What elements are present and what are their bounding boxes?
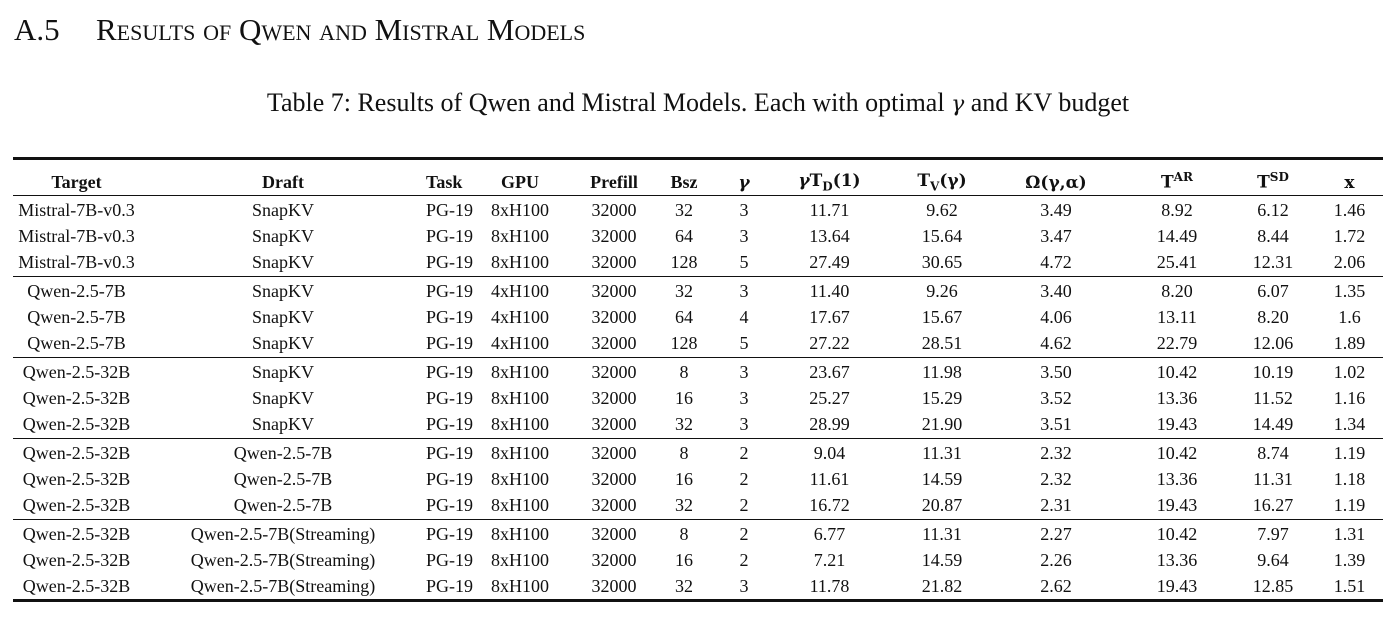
cell-target: Qwen-2.5-32B <box>22 361 131 382</box>
cell-gpu: 8xH100 <box>491 387 549 408</box>
cell-draft: SnapKV <box>252 252 314 273</box>
cell-target: Qwen-2.5-7B <box>27 333 126 354</box>
col-gamma: γ <box>725 159 763 196</box>
cell-bsz: 8 <box>679 523 689 544</box>
cell-prefill: 32000 <box>591 280 637 301</box>
cell-bsz: 128 <box>670 333 698 354</box>
cell-draft: Qwen-2.5-7B <box>233 495 333 516</box>
cell-prefill: 32000 <box>591 306 637 327</box>
cell-omega: 4.62 <box>1040 333 1072 354</box>
cell-omega: 3.49 <box>1040 199 1072 220</box>
cell-tv: 9.62 <box>926 199 958 220</box>
row-group <box>13 520 1383 601</box>
cell-draft: SnapKV <box>252 361 314 382</box>
col-tar: $T^{AR}$ <box>1124 159 1230 196</box>
cell-gamma: 2 <box>739 523 749 544</box>
cell-gamma-td: 17.67 <box>809 306 850 327</box>
cell-target: Qwen-2.5-32B <box>22 549 131 570</box>
cell-tsd: 7.97 <box>1257 523 1289 544</box>
cell-tar: 10.42 <box>1156 523 1198 544</box>
cell-tsd: 11.31 <box>1253 468 1293 489</box>
cell-draft: Qwen-2.5-7B <box>233 442 333 463</box>
cell-gpu: 8xH100 <box>491 495 549 516</box>
cell-gpu: 8xH100 <box>491 468 549 489</box>
cell-gamma-td: 7.21 <box>813 549 846 570</box>
cell-tsd: 10.19 <box>1252 361 1294 382</box>
cell-tar: 19.43 <box>1156 495 1198 516</box>
cell-draft: SnapKV <box>252 306 314 327</box>
cell-tsd: 6.07 <box>1257 280 1289 301</box>
cell-gamma: 2 <box>739 442 749 463</box>
table-row <box>13 466 1383 493</box>
cell-task: PG-19 <box>426 333 474 354</box>
section-title: Results of Qwen and Mistral Models <box>96 12 586 47</box>
cell-x: 1.35 <box>1333 280 1366 301</box>
section-heading <box>14 12 585 48</box>
cell-prefill: 32000 <box>591 575 637 596</box>
cell-task: PG-19 <box>426 495 474 516</box>
cell-gamma: 3 <box>739 225 749 246</box>
cell-tar: 19.43 <box>1156 575 1198 596</box>
cell-tv: 14.59 <box>921 549 963 570</box>
cell-task: PG-19 <box>426 414 474 435</box>
cell-bsz: 8 <box>679 442 689 463</box>
cell-tv: 28.51 <box>921 333 963 354</box>
cell-gamma: 3 <box>739 414 749 435</box>
cell-task: PG-19 <box>426 306 474 327</box>
cell-tsd: 14.49 <box>1252 414 1294 435</box>
cell-gpu: 4xH100 <box>491 333 549 354</box>
row-group <box>13 358 1383 439</box>
cell-target: Qwen-2.5-32B <box>22 414 131 435</box>
cell-tsd: 9.64 <box>1257 549 1289 570</box>
table-row <box>13 196 1383 223</box>
cell-target: Mistral-7B-v0.3 <box>18 199 135 220</box>
cell-target: Qwen-2.5-32B <box>22 468 131 489</box>
table-row <box>13 223 1383 250</box>
caption-gamma: γ <box>951 92 965 117</box>
cell-x: 1.18 <box>1333 468 1366 489</box>
results-table <box>13 157 1383 602</box>
cell-target: Qwen-2.5-32B <box>22 495 131 516</box>
cell-gpu: 8xH100 <box>491 549 549 570</box>
cell-tv: 14.59 <box>921 468 963 489</box>
cell-gamma-td: 16.72 <box>809 495 850 516</box>
cell-task: PG-19 <box>426 199 474 220</box>
cell-target: Qwen-2.5-32B <box>22 575 131 596</box>
cell-gamma: 2 <box>739 468 749 489</box>
cell-x: 1.89 <box>1333 333 1366 354</box>
cell-target: Mistral-7B-v0.3 <box>18 225 135 246</box>
cell-prefill: 32000 <box>591 468 637 489</box>
cell-tsd: 12.06 <box>1252 333 1294 354</box>
col-gamma-td: $\gamma T_D(1)$ <box>763 159 896 196</box>
cell-tar: 10.42 <box>1156 361 1198 382</box>
cell-bsz: 32 <box>675 414 693 435</box>
table-row <box>13 385 1383 412</box>
cell-omega: 3.50 <box>1040 361 1072 382</box>
cell-draft: Qwen-2.5-7B(Streaming) <box>190 549 376 570</box>
cell-bsz: 16 <box>675 468 693 489</box>
cell-bsz: 32 <box>675 495 693 516</box>
table-row <box>13 358 1383 385</box>
section-number: A.5 <box>14 12 60 47</box>
cell-tv: 11.31 <box>922 523 962 544</box>
cell-tar: 13.11 <box>1157 306 1197 327</box>
cell-gpu: 8xH100 <box>491 199 549 220</box>
cell-tsd: 8.44 <box>1257 225 1289 246</box>
cell-bsz: 32 <box>675 575 693 596</box>
cell-gamma: 3 <box>739 199 749 220</box>
cell-gamma-td: 6.77 <box>813 523 846 544</box>
cell-tsd: 12.31 <box>1252 252 1294 273</box>
cell-task: PG-19 <box>426 468 474 489</box>
cell-tsd: 8.74 <box>1257 442 1289 463</box>
cell-x: 1.19 <box>1333 442 1366 463</box>
cell-task: PG-19 <box>426 361 474 382</box>
cell-tv: 11.31 <box>922 442 962 463</box>
cell-draft: SnapKV <box>252 199 314 220</box>
cell-gamma-td: 28.99 <box>809 414 850 435</box>
cell-omega: 3.51 <box>1040 414 1072 435</box>
cell-omega: 2.26 <box>1040 549 1072 570</box>
cell-tv: 11.98 <box>922 361 962 382</box>
cell-draft: SnapKV <box>252 414 314 435</box>
cell-gpu: 8xH100 <box>491 361 549 382</box>
cell-gpu: 8xH100 <box>491 252 549 273</box>
cell-draft: Qwen-2.5-7B(Streaming) <box>190 523 376 544</box>
cell-task: PG-19 <box>426 442 474 463</box>
cell-draft: SnapKV <box>252 280 314 301</box>
cell-task: PG-19 <box>426 523 474 544</box>
cell-x: 2.06 <box>1333 252 1366 273</box>
cell-draft: SnapKV <box>252 387 314 408</box>
cell-gamma: 3 <box>739 575 749 596</box>
cell-prefill: 32000 <box>591 495 637 516</box>
table-row <box>13 331 1383 358</box>
col-tv: $T_V(\gamma)$ <box>896 159 988 196</box>
caption-suffix: and KV budget <box>964 88 1130 117</box>
cell-gpu: 4xH100 <box>491 306 549 327</box>
cell-target: Qwen-2.5-32B <box>22 442 131 463</box>
cell-gamma-td: 13.64 <box>809 225 850 246</box>
cell-task: PG-19 <box>426 575 474 596</box>
row-group <box>13 439 1383 520</box>
cell-gamma-td: 11.61 <box>809 468 850 489</box>
cell-omega: 4.72 <box>1040 252 1072 273</box>
cell-bsz: 32 <box>675 199 693 220</box>
cell-task: PG-19 <box>426 225 474 246</box>
table-row <box>13 412 1383 439</box>
cell-target: Qwen-2.5-32B <box>22 523 131 544</box>
cell-omega: 3.52 <box>1040 387 1072 408</box>
cell-gamma: 3 <box>739 387 749 408</box>
header-row <box>13 159 1383 196</box>
cell-gamma-td: 11.40 <box>809 280 850 301</box>
cell-task: PG-19 <box>426 280 474 301</box>
cell-gpu: 8xH100 <box>491 442 549 463</box>
col-tsd: $T^{SD}$ <box>1230 159 1316 196</box>
cell-draft: Qwen-2.5-7B(Streaming) <box>190 575 376 596</box>
col-task: Task <box>426 159 455 196</box>
cell-omega: 2.27 <box>1040 523 1072 544</box>
cell-bsz: 8 <box>679 361 689 382</box>
cell-tv: 9.26 <box>926 280 958 301</box>
cell-gamma-td: 27.22 <box>809 333 850 354</box>
col-gpu: GPU <box>455 159 585 196</box>
cell-tsd: 12.85 <box>1252 575 1294 596</box>
cell-tar: 13.36 <box>1156 468 1198 489</box>
cell-target: Mistral-7B-v0.3 <box>18 252 135 273</box>
table-row <box>13 277 1383 304</box>
row-group <box>13 277 1383 358</box>
cell-target: Qwen-2.5-32B <box>22 387 131 408</box>
cell-omega: 2.32 <box>1040 468 1072 489</box>
cell-tsd: 8.20 <box>1257 306 1289 327</box>
cell-tar: 8.92 <box>1161 199 1193 220</box>
cell-prefill: 32000 <box>591 414 637 435</box>
cell-bsz: 16 <box>675 549 693 570</box>
cell-bsz: 64 <box>675 306 693 327</box>
table-row <box>13 547 1383 574</box>
cell-gpu: 8xH100 <box>491 523 549 544</box>
cell-gamma: 3 <box>739 361 749 382</box>
cell-tar: 13.36 <box>1156 549 1198 570</box>
cell-task: PG-19 <box>426 549 474 570</box>
cell-gamma: 5 <box>739 252 749 273</box>
cell-tsd: 16.27 <box>1252 495 1294 516</box>
cell-prefill: 32000 <box>591 523 637 544</box>
col-x: x <box>1316 159 1383 196</box>
cell-x: 1.16 <box>1333 387 1366 408</box>
cell-prefill: 32000 <box>591 252 637 273</box>
cell-gamma-td: 25.27 <box>809 387 850 408</box>
cell-x: 1.19 <box>1333 495 1366 516</box>
table-row <box>13 574 1383 601</box>
cell-target: Qwen-2.5-7B <box>27 280 126 301</box>
cell-x: 1.6 <box>1338 306 1361 327</box>
cell-gpu: 8xH100 <box>491 414 549 435</box>
cell-gpu: 8xH100 <box>491 575 549 596</box>
table-row <box>13 520 1383 547</box>
cell-tar: 14.49 <box>1156 225 1198 246</box>
cell-tar: 8.20 <box>1161 280 1193 301</box>
cell-omega: 2.32 <box>1040 442 1072 463</box>
cell-omega: 3.40 <box>1040 280 1072 301</box>
cell-omega: 4.06 <box>1040 306 1072 327</box>
cell-tar: 25.41 <box>1156 252 1198 273</box>
cell-gamma: 2 <box>739 495 749 516</box>
col-prefill: Prefill <box>585 159 643 196</box>
table-row <box>13 304 1383 331</box>
cell-tv: 20.87 <box>921 495 963 516</box>
cell-draft: Qwen-2.5-7B <box>233 468 333 489</box>
cell-target: Qwen-2.5-7B <box>27 306 126 327</box>
cell-x: 1.51 <box>1333 575 1366 596</box>
cell-prefill: 32000 <box>591 199 637 220</box>
cell-x: 1.31 <box>1333 523 1366 544</box>
cell-tv: 15.29 <box>921 387 963 408</box>
cell-omega: 3.47 <box>1040 225 1072 246</box>
cell-task: PG-19 <box>426 387 474 408</box>
cell-task: PG-19 <box>426 252 474 273</box>
cell-tv: 21.82 <box>921 575 963 596</box>
cell-omega: 2.62 <box>1040 575 1072 596</box>
cell-prefill: 32000 <box>591 361 637 382</box>
cell-bsz: 32 <box>675 280 693 301</box>
cell-tv: 21.90 <box>921 414 963 435</box>
cell-tv: 30.65 <box>921 252 963 273</box>
cell-gamma: 3 <box>739 280 749 301</box>
cell-prefill: 32000 <box>591 387 637 408</box>
table-row <box>13 439 1383 466</box>
cell-omega: 2.31 <box>1040 495 1072 516</box>
cell-x: 1.02 <box>1333 361 1366 382</box>
cell-gamma-td: 23.67 <box>809 361 850 382</box>
cell-tsd: 6.12 <box>1257 199 1289 220</box>
cell-gamma-td: 27.49 <box>809 252 850 273</box>
cell-tar: 19.43 <box>1156 414 1198 435</box>
cell-gpu: 8xH100 <box>491 225 549 246</box>
cell-tar: 22.79 <box>1156 333 1198 354</box>
cell-gamma: 4 <box>739 306 749 327</box>
cell-gamma-td: 11.78 <box>809 575 850 596</box>
cell-tsd: 11.52 <box>1253 387 1293 408</box>
cell-gamma: 2 <box>739 549 749 570</box>
cell-bsz: 16 <box>675 387 693 408</box>
cell-draft: SnapKV <box>252 225 314 246</box>
cell-tar: 13.36 <box>1156 387 1198 408</box>
cell-bsz: 128 <box>670 252 698 273</box>
cell-gamma-td: 11.71 <box>809 199 850 220</box>
table-row <box>13 250 1383 277</box>
table-row <box>13 493 1383 520</box>
col-target: Target <box>13 159 140 196</box>
col-draft: Draft <box>140 159 426 196</box>
cell-x: 1.46 <box>1333 199 1366 220</box>
cell-tar: 10.42 <box>1156 442 1198 463</box>
col-bsz: Bsz <box>643 159 725 196</box>
caption-prefix: Table 7: Results of Qwen and Mistral Models. Each with optimal <box>266 88 952 117</box>
cell-prefill: 32000 <box>591 333 637 354</box>
table-caption <box>0 88 1396 118</box>
cell-tv: 15.64 <box>921 225 963 246</box>
cell-gamma-td: 9.04 <box>813 442 846 463</box>
cell-x: 1.39 <box>1333 549 1366 570</box>
cell-x: 1.72 <box>1333 225 1366 246</box>
cell-tv: 15.67 <box>921 306 963 327</box>
cell-draft: SnapKV <box>252 333 314 354</box>
cell-gamma: 5 <box>739 333 749 354</box>
cell-gpu: 4xH100 <box>491 280 549 301</box>
cell-prefill: 32000 <box>591 549 637 570</box>
cell-prefill: 32000 <box>591 225 637 246</box>
row-group <box>13 196 1383 277</box>
col-omega: Ω(γ,α) <box>988 159 1124 196</box>
cell-prefill: 32000 <box>591 442 637 463</box>
cell-x: 1.34 <box>1333 414 1366 435</box>
cell-bsz: 64 <box>675 225 693 246</box>
